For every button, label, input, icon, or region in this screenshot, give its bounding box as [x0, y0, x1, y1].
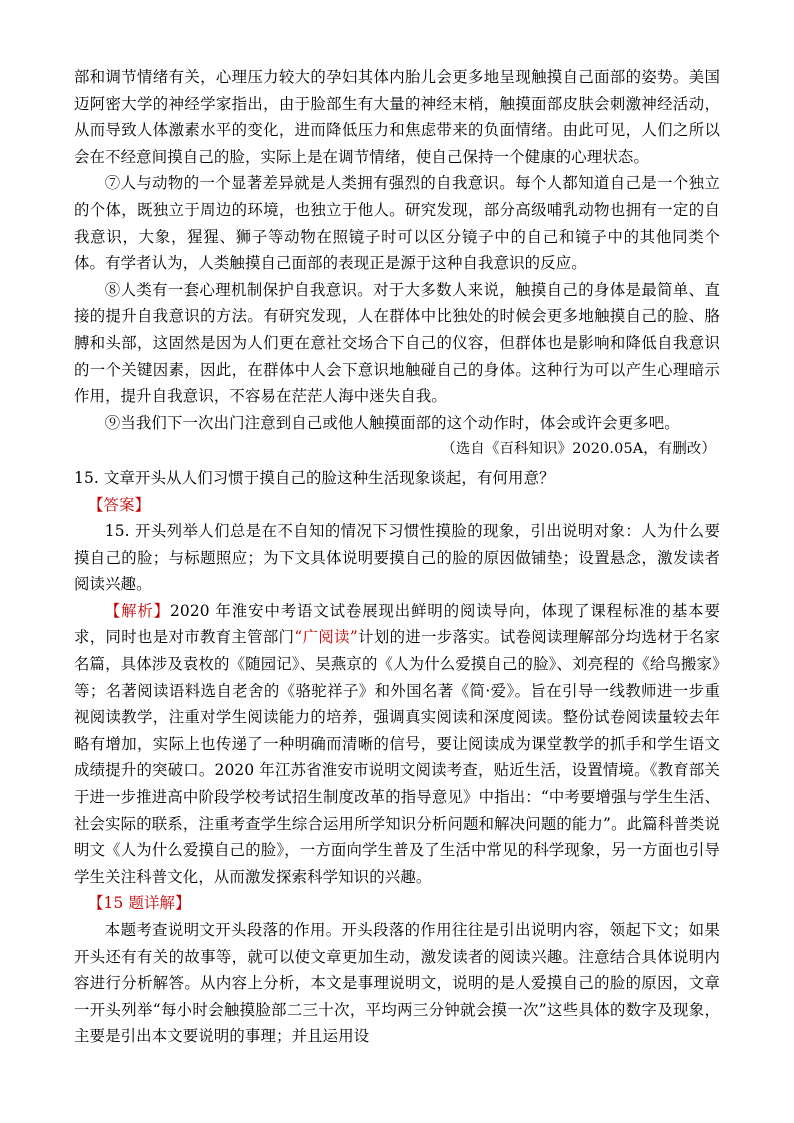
- answer-heading: [74, 492, 720, 519]
- analysis-tag: 【解析】: [104, 601, 170, 620]
- answer-text: 15. 开头列举人们总是在不自知的情况下习惯性摸脸的现象，引出说明对象：人为什么要摸自己的脸；与标题照应；为下文具体说明要摸自己的脸的原因做铺垫；设置悬念，激发读者阅读兴趣。: [74, 522, 720, 594]
- question-15: 15. 文章开头从人们习惯于摸自己的脸这种生活现象谈起，有何用意？: [74, 468, 555, 487]
- document-page: [74, 64, 720, 1050]
- analysis-text-a: 2020 年淮安中考语文试卷展现出鲜明的阅读导向，体现了课程标准的基本要求，同时也是对市教育主管部门: [74, 601, 720, 647]
- detail-text: 本题考查说明文开头段落的作用。开头段落的作用往往是引出说明内容，领起下文；如果开头还有有关的故事等，就可以使文章更加生动，激发读者的阅读兴趣。注意结合具体说明内容进行分析解答。从内容上分析，本文是事理说明文，说明的是人爱摸自己的脸的原因，文章一开头列举“每小时会触摸脸部二三十次，平均两三分钟就会摸一次”这些具体的数字及现象，主要是引出本文要说明的事理；并且运用设: [74, 921, 720, 1046]
- paragraph-7: ⑦人与动物的一个显著差异就是人类拥有强烈的自我意识。每个人都知道自己是一个独立的个体，既独立于周边的环境，也独立于他人。研究发现，部分高级哺乳动物也拥有一定的自我意识，大象，猩猩、狮子等动物在照镜子时可以区分镜子中的自己和镜子中的其他同类个体。有学者认为，人类触摸自己面部的表现正是源于这种自我意识的反应。: [74, 174, 720, 273]
- analysis-paragraph: [74, 598, 720, 891]
- analysis-text-b: 计划的进一步落实。试卷阅读理解部分均选材于名家名篇，具体涉及袁枚的《随园记》、吴燕京的《人为什么爱摸自己的脸》、刘亮程的《给鸟搬家》等；名著阅读语料选自老舍的《骆驼祥子》和外国名著《简·爱》。旨在引导一线教师进一步重视阅读教学，注重对学生阅读能力的培养，强调真实阅读和深度阅读。整份试卷阅读量较去年略有增加，实际上也传递了一种明确而清晰的信号，要让阅读成为课堂教学的抓手和学生语文成绩提升的突破口。2020 年江苏省淮安市说明文阅读考查，贴近生活，设置情境。《教育部关于进一步推进高中阶段学校考试招生制度改革的指导意见》中指出：“中考要增强与学生生活、社会实际的联系，注重考查学生综合运用所学知识分析问题和解决问题的能力”。此篇科普类说明文《人为什么爱摸自己的脸》，一方面向学生普及了生活中常见的科学现象，另一方面也引导学生关注科普文化，从而激发探索科学知识的兴趣。: [74, 628, 721, 886]
- paragraph-continued: 部和调节情绪有关，心理压力较大的孕妇其体内胎儿会更多地呈现触摸自己面部的姿势。美国迈阿密大学的神经学家指出，由于脸部生有大量的神经末梢，触摸面部皮肤会刺激神经活动，从而导致人体激素水平的变化，进而降低压力和焦虑带来的负面情绪。由此可见，人们之所以会在不经意间摸自己的脸，实际上是在调节情绪，使自己保持一个健康的心理状态。: [74, 68, 720, 166]
- paragraph-9: ⑨当我们下一次出门注意到自己或他人触摸面部的这个动作时，体会或许会更多吧。: [104, 413, 680, 432]
- source-citation: （选自《百科知识》2020.05A，有删改）: [441, 441, 716, 458]
- detail-tag: 【15 题详解】: [88, 894, 191, 913]
- paragraph-8: ⑧人类有一套心理机制保护自我意识。对于大多数人来说，触摸自己的身体是最简单、直接的提升自我意识的方法。有研究发现，人在群体中比独处的时候会更多地触摸自己的脸、胳膊和头部，这固然是因为人们更在意社交场合下自己的仪容，但群体也是影响和降低自我意识的一个关键因素，因此，在群体中人会下意识地触碰自己的身体。这种行为可以产生心理暗示作用，提升自我意识，不容易在茫茫人海中迷失自我。: [74, 280, 720, 406]
- analysis-highlight: “广阅读”: [294, 628, 358, 647]
- answer-tag: 【答案】: [88, 495, 151, 514]
- detail-heading: [74, 890, 720, 917]
